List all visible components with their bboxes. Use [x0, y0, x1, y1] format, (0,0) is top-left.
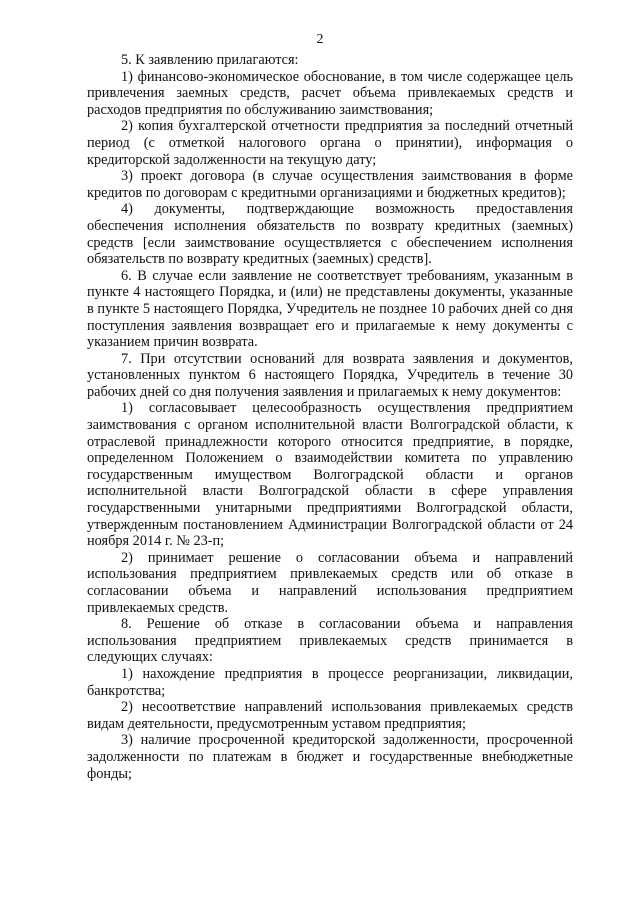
- paragraph: 3) проект договора (в случае осуществления заимствования в форме кредитов по договорам с кредитными организациями и бюджетных кредитов);: [87, 168, 573, 201]
- paragraph: 2) несоответствие направлений использования привлекаемых средств видам деятельности, предусмотренным уставом предприятия;: [87, 699, 573, 732]
- page-number: 2: [316, 32, 324, 47]
- document-body: [87, 52, 573, 782]
- paragraph: 1) нахождение предприятия в процессе реорганизации, ликвидации, банкротства;: [87, 665, 573, 699]
- paragraph: 7. При отсутствии оснований для возврата заявления и документов, установленных пунктом 6 настоящего Порядка, Учредитель в течение 30 рабочих дней со дня получения заявления и прилагаемых к нему документов:: [87, 350, 573, 400]
- paragraph: 8. Решение об отказе в согласовании объема и направления использования предприятием привлекаемых средств принимается в следующих случаях:: [87, 616, 573, 666]
- paragraph: 6. В случае если заявление не соответствует требованиям, указанным в пункте 4 настоящего Порядка, и (или) не представлены документы, указанные в пункте 5 настоящего Порядка, Учредитель не позднее 10 рабочих дней со дня поступления заявления возвращает его и прилагаемые к нему документы с указанием причин возврата.: [87, 267, 573, 351]
- paragraph: 3) наличие просроченной кредиторской задолженности, просроченной задолженности по платежам в бюджет и государственные внебюджетные фонды;: [87, 732, 573, 782]
- paragraph: 5. К заявлению прилагаются:: [121, 52, 299, 68]
- paragraph: 2) копия бухгалтерской отчетности предприятия за последний отчетный период (с отметкой налогового органа о принятии), информация о кредиторской задолженности на текущую дату;: [87, 118, 573, 168]
- paragraph: 2) принимает решение о согласовании объема и направлений использования предприятием привлекаемых средств или об отказе в согласовании объема и направлений использования предприятием привлекаемых средств.: [87, 549, 573, 616]
- paragraph: 1) финансово-экономическое обоснование, в том числе содержащее цель привлечения заемных средств, расчет объема привлекаемых средств и расходов предприятия по обслуживанию заимствования;: [87, 68, 573, 118]
- paragraph: 4) документы, подтверждающие возможность предоставления обеспечения исполнения обязательств по возврату кредитных (заемных) средств [если заимствование осуществляется с обеспечением исполнения обязательств по возврату кредитных (заемных) средств].: [87, 201, 573, 268]
- paragraph: 1) согласовывает целесообразность осуществления предприятием заимствования с органом исполнительной власти Волгоградской области, к отраслевой принадлежности которого относится предприятие, в порядке, определенном Положением о взаимодействии комитета по управлению государственным имуществом Волгоградской области и органов исполнительной власти Волгоградской области в сфере управления государственными унитарными предприятиями Волгоградской области, утвержденным постановлением Администрации Волгоградской области от 24 ноября 2014 г. № 23-п;: [87, 400, 573, 550]
